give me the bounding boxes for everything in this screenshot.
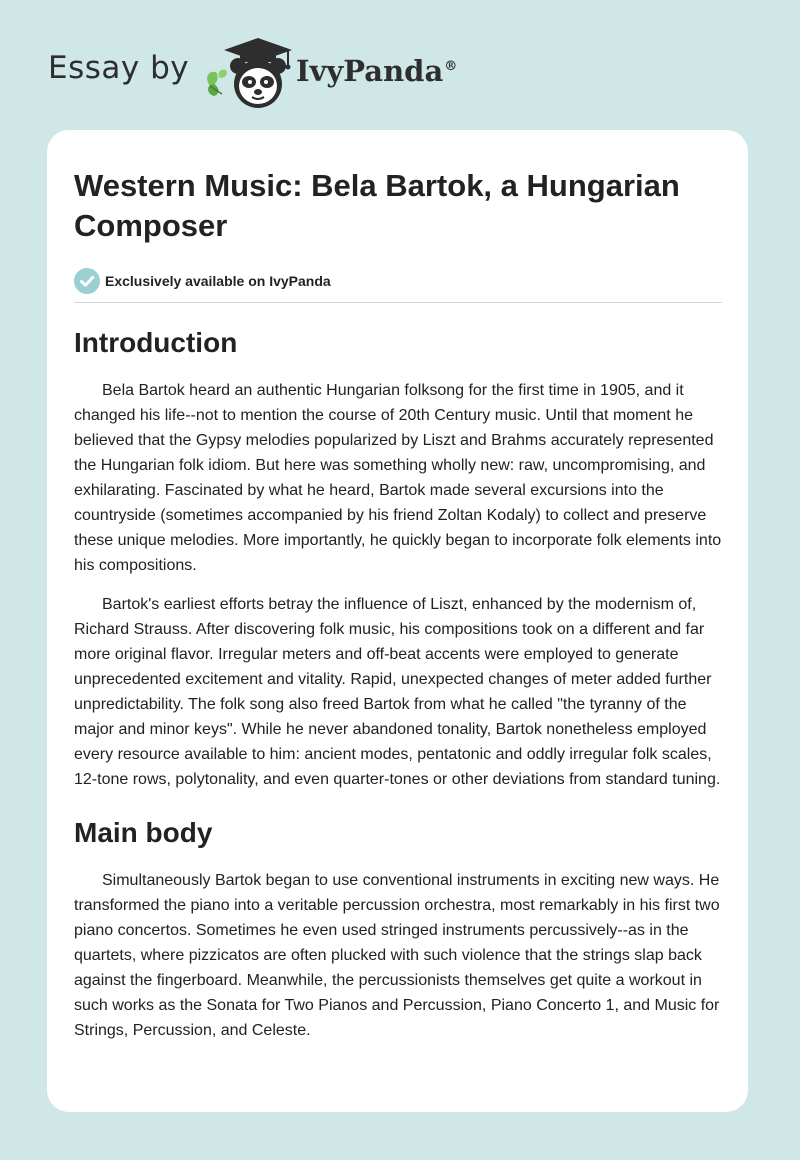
- heading-introduction: Introduction: [74, 327, 238, 358]
- title-divider: [74, 302, 722, 303]
- panda-logo-icon[interactable]: [200, 34, 296, 110]
- site-header: [48, 34, 748, 110]
- essay-by-label: Essay by: [48, 50, 190, 86]
- paragraph: Simultaneously Bartok began to use conventional instruments in exciting new ways. He transformed the piano into a veritable percussion orchestra, most remarkably in his first two piano concertos. Sometimes he even used stringed instruments percussively--as in the quartets, where pizzicatos are often plucked with such violence that the strings slap back against the fingerboard. Meanwhile, the percussionists themselves get quite a workout in such works as the Sonata for Two Pianos and Percussion, Piano Concerto 1, and Music for Strings, Percussion, and Celeste.: [74, 872, 720, 1039]
- exclusive-badge: [74, 268, 722, 294]
- brand-name[interactable]: [296, 54, 457, 88]
- article-card: [47, 130, 748, 1112]
- heading-main-body: Main body: [74, 817, 213, 848]
- article-title: Western Music: Bela Bartok, a Hungarian Composer: [74, 168, 680, 243]
- registered-mark: ®: [444, 59, 458, 75]
- checkmark-icon: [74, 268, 100, 294]
- paragraph: Bartok's earliest efforts betray the influence of Liszt, enhanced by the modernism of, Richard Strauss. After discovering folk music, his compositions took on a different and far more original flavor. Irregular meters and off-beat accents were employed to generate unprecedented excitement and vitality. Rapid, unexpected changes of meter added further unpredictability. The folk song also freed Bartok from what he called "the tyranny of the major and minor keys". While he never abandoned tonality, Bartok nonetheless employed every resource available to him: ancient modes, pentatonic and oddly irregular folk scales, 12-tone rows, polytonality, and even quarter-tones or other deviations from standard tuning.: [74, 596, 721, 788]
- exclusive-badge-label: Exclusively available on IvyPanda: [105, 273, 331, 289]
- brand-name-text: IvyPanda: [296, 54, 444, 88]
- paragraph: Bela Bartok heard an authentic Hungarian folksong for the first time in 1905, and it changed his life--not to mention the course of 20th Century music. Until that moment he believed that the Gypsy melodies popularized by Liszt and Brahms accurately represented the Hungarian folk idiom. But here was something wholly new: raw, uncompromising, and exhilarating. Fascinated by what he heard, Bartok made several excursions into the countryside (sometimes accompanied by his friend Zoltan Kodaly) to collect and preserve these unique melodies. More importantly, he quickly began to incorporate folk elements into his compositions.: [74, 382, 722, 574]
